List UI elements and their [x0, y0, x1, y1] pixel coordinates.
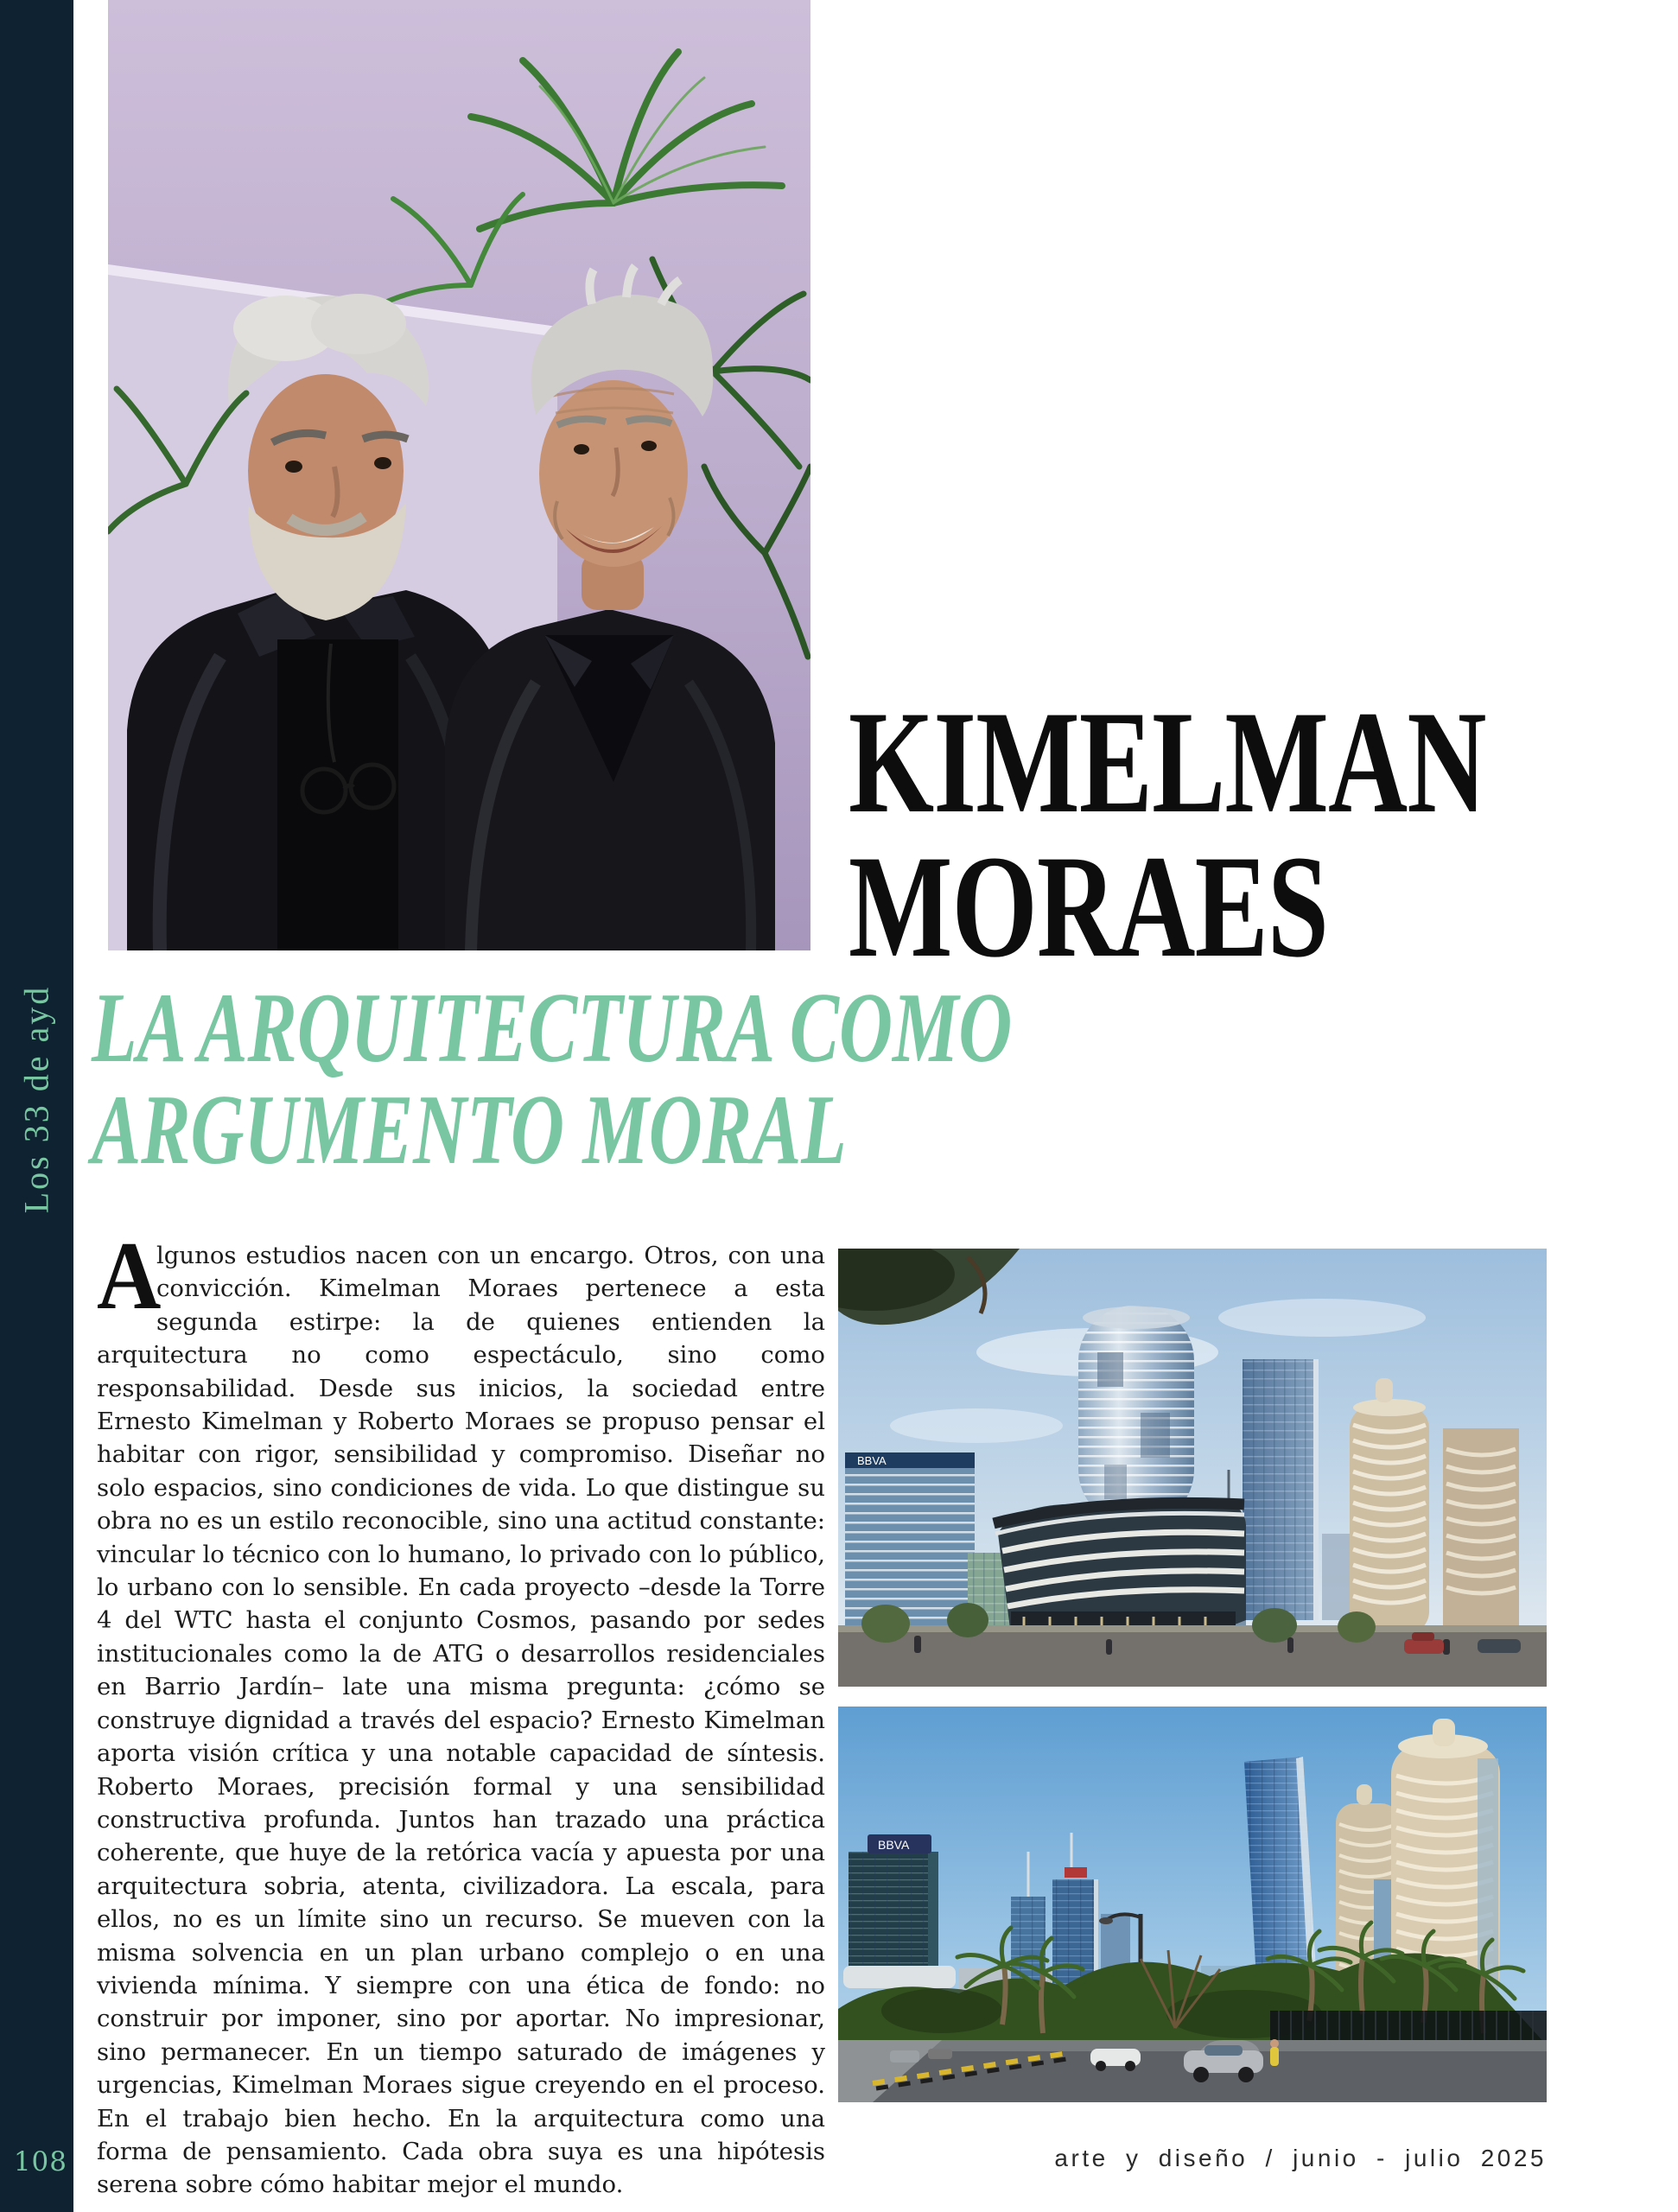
- title-line-2: MORAES: [849, 825, 1329, 988]
- bbva-sign-text: BBVA: [857, 1454, 887, 1467]
- pedestrian: [1270, 2047, 1279, 2066]
- cityscape-illustration: [838, 1707, 1547, 2102]
- red-car: [1404, 1639, 1444, 1654]
- red-rooftop-sign: [1065, 1867, 1087, 1878]
- oval-glass-tower: [1078, 1306, 1194, 1525]
- cityscape-figure: [838, 1707, 1547, 2102]
- footer-credit: arte y diseño / junio - julio 2025: [1054, 2145, 1547, 2171]
- page-number: 108: [13, 2146, 67, 2177]
- subtitle-line-2: ARGUMENTO MORAL: [92, 1075, 847, 1185]
- dropcap-letter: A: [97, 1223, 162, 1330]
- subtitle-line-1: LA ARQUITECTURA COMO: [92, 973, 1013, 1084]
- left-person-tshirt: [277, 639, 398, 950]
- bbva-sign-text: BBVA: [878, 1838, 910, 1852]
- render-illustration: [838, 1249, 1547, 1687]
- render-figure: [838, 1249, 1547, 1687]
- portrait-photo: [108, 0, 810, 950]
- sidebar-band: [0, 0, 73, 2212]
- fence: [1270, 2011, 1547, 2040]
- sidebar-section-label: Los 33 de ayd: [16, 984, 56, 1214]
- article-title: [849, 681, 1678, 988]
- article-subtitle: [92, 973, 1336, 1185]
- curved-residential-building: [994, 1499, 1246, 1639]
- portrait-illustration: [108, 0, 810, 950]
- body-paragraph: lgunos estudios nacen con un encargo. Otros, con una convicción. Kimelman Moraes pertenece a esta segunda estirpe: la de quienes entienden la arquitectura no como espectáculo, sino como responsabilidad. Desde sus inicios, la sociedad entre Ernesto Kimelman y Roberto Moraes se propuso pensar el habitar con rigor, sensibilidad y compromiso. Diseñar no solo espacios, sino condiciones de vida. Lo que distingue su obra no es un estilo reconocible, sino una actitud constante: vincular lo técnico con lo humano, lo privado con lo público, lo urbano con lo sensible. En cada proyecto –desde la Torre 4 del WTC hasta el conjunto Cosmos, pasando por sedes institucionales como la de ATG o desarrollos residenciales en Barrio Jardín– late una misma pregunta: ¿cómo se construye dignidad a través del espacio? Ernesto Kimelman aporta visión crítica y una notable capacidad de síntesis. Roberto Moraes, precisión formal y una sensibilidad constructiva profunda. Juntos han trazado una práctica coherente, que huye de la retórica vacía y apuesta por una arquitectura sobria, atenta, civilizadora. La escala, para ellos, no es un límite sino un recurso. Se mueven con la misma solvencia en un plan urbano complejo o en una vivienda mínima. Y siempre con una ética de fondo: no construir por imponer, sino por aportar. No impresionar, sino permanecer. En un tiempo saturado de imágenes y urgencias, Kimelman Moraes sigue creyendo en el proceso. En el trabajo bien hecho. En la arquitectura como una forma de pensamiento. Cada obra suya es una hipótesis serena sobre cómo habitar mejor el mundo.: [97, 1242, 825, 2199]
- title-line-1: KIMELMAN: [849, 681, 1486, 843]
- article-body: [97, 1223, 825, 2202]
